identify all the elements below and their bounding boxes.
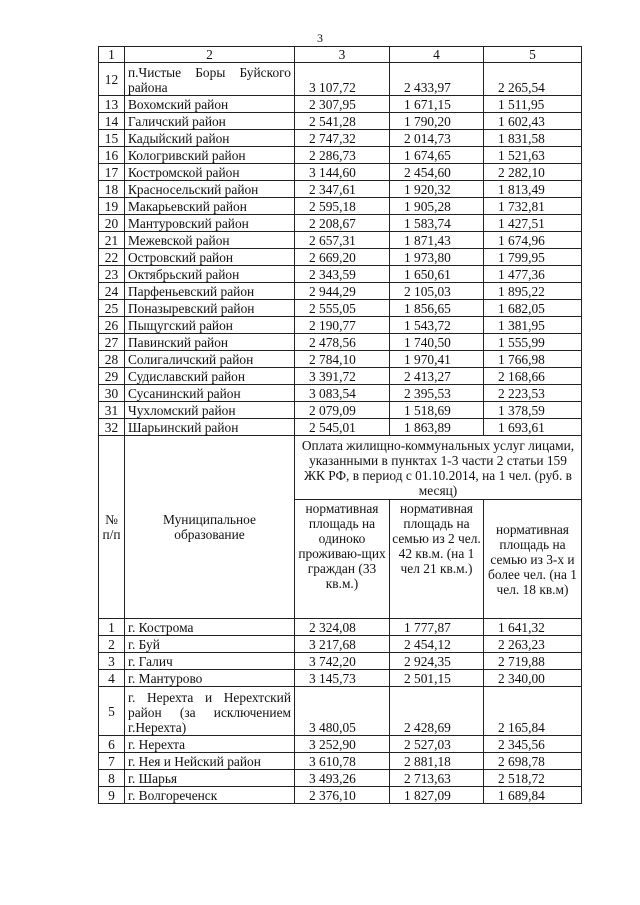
value-cell: 3 742,20 (295, 653, 390, 670)
municipality-name: Судиславский район (125, 368, 295, 385)
row-number: 18 (99, 181, 125, 198)
value-cell: 3 107,72 (295, 63, 390, 96)
tariff-table (98, 46, 582, 804)
value-cell: 2 395,53 (390, 385, 484, 402)
value-cell: 1 871,43 (390, 232, 484, 249)
municipality-name: Чухломский район (125, 402, 295, 419)
table-row (99, 385, 582, 402)
table-row (99, 198, 582, 215)
value-cell: 2 345,56 (484, 736, 582, 753)
value-cell: 2 340,00 (484, 670, 582, 687)
value-cell: 2 881,18 (390, 753, 484, 770)
value-cell: 1 970,41 (390, 351, 484, 368)
value-cell: 1 799,95 (484, 249, 582, 266)
row-number: 14 (99, 113, 125, 130)
value-cell: 1 973,80 (390, 249, 484, 266)
value-cell: 1 777,87 (390, 619, 484, 636)
value-cell: 2 784,10 (295, 351, 390, 368)
column-group-caption: Оплата жилищно-коммунальных услуг лицами, указанными в пунктах 1-3 части 2 статьи 159 ЖК РФ, в период с 01.10.2014, на 1 чел. (руб. в месяц) (295, 436, 582, 500)
value-cell: 1 427,51 (484, 215, 582, 232)
value-cell: 2 501,15 (390, 670, 484, 687)
value-cell: 1 521,63 (484, 147, 582, 164)
row-number: 15 (99, 130, 125, 147)
municipality-name: г. Буй (125, 636, 295, 653)
municipality-name: Парфеньевский район (125, 283, 295, 300)
value-cell: 2 079,09 (295, 402, 390, 419)
value-cell: 3 145,73 (295, 670, 390, 687)
row-number: 32 (99, 419, 125, 436)
value-cell: 1 905,28 (390, 198, 484, 215)
row-number: 5 (99, 687, 125, 736)
value-cell: 1 813,49 (484, 181, 582, 198)
table-row (99, 351, 582, 368)
value-cell: 1 555,99 (484, 334, 582, 351)
value-cell: 2 719,88 (484, 653, 582, 670)
table-row (99, 113, 582, 130)
table-row (99, 402, 582, 419)
value-cell: 2 518,72 (484, 770, 582, 787)
value-cell: 1 543,72 (390, 317, 484, 334)
municipality-name: г. Нерехта и Нерехтский район (за исключением г.Нерехта) (125, 687, 295, 736)
value-cell: 1 650,61 (390, 266, 484, 283)
value-cell: 2 527,03 (390, 736, 484, 753)
value-cell: 1 477,36 (484, 266, 582, 283)
value-cell: 2 595,18 (295, 198, 390, 215)
row-number: 21 (99, 232, 125, 249)
value-cell: 2 747,32 (295, 130, 390, 147)
column-number-row (99, 47, 582, 63)
value-cell: 2 454,12 (390, 636, 484, 653)
row-number: 22 (99, 249, 125, 266)
value-cell: 1 671,15 (390, 96, 484, 113)
value-cell: 3 480,05 (295, 687, 390, 736)
row-number: 25 (99, 300, 125, 317)
table-row (99, 687, 582, 736)
table-row (99, 63, 582, 96)
municipality-name: п.Чистые Боры Буйского района (125, 63, 295, 96)
value-cell: 1 511,95 (484, 96, 582, 113)
table-row (99, 249, 582, 266)
municipality-name: г. Волгореченск (125, 787, 295, 804)
table-row (99, 419, 582, 436)
row-number: 31 (99, 402, 125, 419)
value-cell: 3 144,60 (295, 164, 390, 181)
value-cell: 2 265,54 (484, 63, 582, 96)
municipality-name: Павинский район (125, 334, 295, 351)
row-number: 9 (99, 787, 125, 804)
column-number: 3 (295, 47, 390, 63)
value-cell: 2 924,35 (390, 653, 484, 670)
table-row (99, 317, 582, 334)
value-cell: 2 413,27 (390, 368, 484, 385)
value-cell: 1 863,89 (390, 419, 484, 436)
column-header-municipality: Муниципальное образование (125, 436, 295, 619)
municipality-name: г. Кострома (125, 619, 295, 636)
row-number: 8 (99, 770, 125, 787)
column-header-norm-area: нормативная площадь на одиноко проживаю-щих граждан (33 кв.м.) (295, 500, 390, 619)
page-number: 3 (317, 31, 323, 45)
municipality-name: Мантуровский район (125, 215, 295, 232)
table-row (99, 300, 582, 317)
value-cell: 3 252,90 (295, 736, 390, 753)
value-cell: 2 014,73 (390, 130, 484, 147)
table-row (99, 164, 582, 181)
municipality-name: Пыщугский район (125, 317, 295, 334)
value-cell: 1 689,84 (484, 787, 582, 804)
table-row (99, 653, 582, 670)
table-row (99, 670, 582, 687)
table-row (99, 736, 582, 753)
row-number: 13 (99, 96, 125, 113)
table-row (99, 283, 582, 300)
column-number: 2 (125, 47, 295, 63)
value-cell: 1 766,98 (484, 351, 582, 368)
value-cell: 2 282,10 (484, 164, 582, 181)
municipality-name: Солигаличский район (125, 351, 295, 368)
table-row (99, 130, 582, 147)
value-cell: 1 920,32 (390, 181, 484, 198)
municipality-name: Макарьевский район (125, 198, 295, 215)
value-cell: 2 190,77 (295, 317, 390, 334)
municipality-name: г. Нерехта (125, 736, 295, 753)
table-row (99, 619, 582, 636)
value-cell: 2 105,03 (390, 283, 484, 300)
value-cell: 2 208,67 (295, 215, 390, 232)
row-number: 16 (99, 147, 125, 164)
municipality-name: Шарьинский район (125, 419, 295, 436)
value-cell: 3 493,26 (295, 770, 390, 787)
value-cell: 1 856,65 (390, 300, 484, 317)
value-cell: 2 433,97 (390, 63, 484, 96)
value-cell: 1 740,50 (390, 334, 484, 351)
header-row (99, 436, 582, 500)
value-cell: 1 732,81 (484, 198, 582, 215)
value-cell: 3 083,54 (295, 385, 390, 402)
row-number: 17 (99, 164, 125, 181)
value-cell: 1 518,69 (390, 402, 484, 419)
table-row (99, 96, 582, 113)
table-row (99, 266, 582, 283)
value-cell: 2 165,84 (484, 687, 582, 736)
row-number: 19 (99, 198, 125, 215)
table-row (99, 232, 582, 249)
value-cell: 2 944,29 (295, 283, 390, 300)
value-cell: 3 610,78 (295, 753, 390, 770)
column-number: 4 (390, 47, 484, 63)
table-row (99, 181, 582, 198)
table-row (99, 147, 582, 164)
municipality-name: Костромской район (125, 164, 295, 181)
municipality-name: Вохомский район (125, 96, 295, 113)
column-header-norm-area: нормативная площадь на семью из 3-х и более чел. (на 1 чел. 18 кв.м) (484, 500, 582, 619)
value-cell: 2 454,60 (390, 164, 484, 181)
value-cell: 2 307,95 (295, 96, 390, 113)
value-cell: 1 641,32 (484, 619, 582, 636)
row-number: 30 (99, 385, 125, 402)
row-number: 1 (99, 619, 125, 636)
value-cell: 2 343,59 (295, 266, 390, 283)
table-row (99, 770, 582, 787)
value-cell: 2 347,61 (295, 181, 390, 198)
value-cell: 2 478,56 (295, 334, 390, 351)
municipality-name: Октябрьский район (125, 266, 295, 283)
value-cell: 2 541,28 (295, 113, 390, 130)
municipality-name: Островский район (125, 249, 295, 266)
value-cell: 1 790,20 (390, 113, 484, 130)
row-number: 27 (99, 334, 125, 351)
table-row (99, 636, 582, 653)
column-number: 1 (99, 47, 125, 63)
row-number: 7 (99, 753, 125, 770)
value-cell: 2 324,08 (295, 619, 390, 636)
row-number: 4 (99, 670, 125, 687)
municipality-name: Кадыйский район (125, 130, 295, 147)
value-cell: 2 263,23 (484, 636, 582, 653)
value-cell: 2 286,73 (295, 147, 390, 164)
value-cell: 2 376,10 (295, 787, 390, 804)
value-cell: 2 657,31 (295, 232, 390, 249)
value-cell: 2 555,05 (295, 300, 390, 317)
row-number: 26 (99, 317, 125, 334)
municipality-name: Кологривский район (125, 147, 295, 164)
row-number: 23 (99, 266, 125, 283)
column-number: 5 (484, 47, 582, 63)
value-cell: 1 693,61 (484, 419, 582, 436)
value-cell: 1 682,05 (484, 300, 582, 317)
value-cell: 1 583,74 (390, 215, 484, 232)
municipality-name: Поназыревский район (125, 300, 295, 317)
column-header-number: № п/п (99, 436, 125, 619)
value-cell: 1 831,58 (484, 130, 582, 147)
value-cell: 1 674,96 (484, 232, 582, 249)
municipality-name: Галичский район (125, 113, 295, 130)
value-cell: 1 378,59 (484, 402, 582, 419)
table-row (99, 334, 582, 351)
value-cell: 1 381,95 (484, 317, 582, 334)
municipality-name: Межевской район (125, 232, 295, 249)
municipality-name: г. Нея и Нейский район (125, 753, 295, 770)
value-cell: 1 895,22 (484, 283, 582, 300)
municipality-name: Красносельский район (125, 181, 295, 198)
value-cell: 2 545,01 (295, 419, 390, 436)
row-number: 3 (99, 653, 125, 670)
value-cell: 1 827,09 (390, 787, 484, 804)
row-number: 6 (99, 736, 125, 753)
table-row (99, 753, 582, 770)
value-cell: 2 669,20 (295, 249, 390, 266)
row-number: 29 (99, 368, 125, 385)
value-cell: 2 223,53 (484, 385, 582, 402)
value-cell: 1 674,65 (390, 147, 484, 164)
value-cell: 2 713,63 (390, 770, 484, 787)
municipality-name: г. Шарья (125, 770, 295, 787)
row-number: 28 (99, 351, 125, 368)
municipality-name: г. Галич (125, 653, 295, 670)
row-number: 12 (99, 63, 125, 96)
municipality-name: Сусанинский район (125, 385, 295, 402)
row-number: 24 (99, 283, 125, 300)
value-cell: 2 698,78 (484, 753, 582, 770)
value-cell: 3 391,72 (295, 368, 390, 385)
value-cell: 1 602,43 (484, 113, 582, 130)
value-cell: 2 168,66 (484, 368, 582, 385)
row-number: 20 (99, 215, 125, 232)
column-header-norm-area: нормативная площадь на семью из 2 чел. 42 кв.м. (на 1 чел 21 кв.м.) (390, 500, 484, 619)
table-row (99, 215, 582, 232)
value-cell: 3 217,68 (295, 636, 390, 653)
municipality-name: г. Мантурово (125, 670, 295, 687)
table-row (99, 368, 582, 385)
value-cell: 2 428,69 (390, 687, 484, 736)
table-row (99, 787, 582, 804)
row-number: 2 (99, 636, 125, 653)
